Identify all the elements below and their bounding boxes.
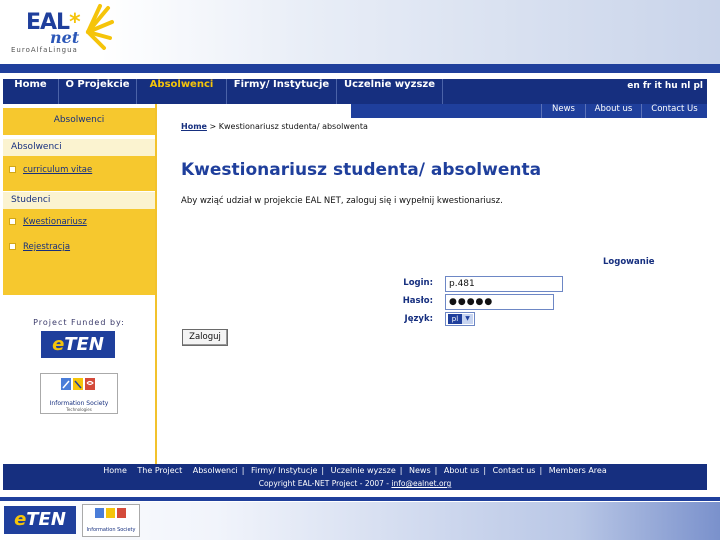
footer-link-the-project[interactable]: The Project: [137, 466, 183, 475]
footer-email-link[interactable]: info@ealnet.org: [391, 479, 452, 488]
ist-caption-small: Technologies: [66, 407, 92, 412]
header-stripe: [0, 64, 720, 73]
subnav-news[interactable]: News: [541, 104, 585, 118]
chevron-down-icon: ▼: [462, 314, 473, 324]
footer-link-absolwenci[interactable]: Absolwenci: [192, 466, 238, 475]
nav-firmy-instytucje[interactable]: Firmy/ Instytucje: [227, 79, 337, 104]
site-footer: [3, 464, 707, 490]
breadcrumb-current: Kwestionariusz studenta/ absolwenta: [218, 122, 368, 131]
ealnet-logo: EAL* net EuroAlfaLingua: [11, 10, 80, 54]
ist-arrows-icon: [59, 377, 99, 395]
footer-link-contact-us[interactable]: Contact us: [492, 466, 536, 475]
footer-link-home[interactable]: Home: [103, 466, 127, 475]
eten-logo: eTEN: [41, 331, 115, 358]
footer-information-society-logo: [82, 504, 140, 537]
star-burst-icon: [82, 2, 114, 50]
language-select-value: pl: [448, 314, 462, 324]
funded-by-label: Project Funded by:: [33, 318, 125, 327]
nav-home[interactable]: Home: [3, 79, 59, 104]
subnav-about-us[interactable]: About us: [585, 104, 641, 118]
bullet-icon: [9, 243, 16, 250]
main-navigation: [3, 79, 707, 104]
language-links[interactable]: en fr it hu nl pl: [627, 81, 703, 91]
sidebar-group-absolwenci: Absolwenci: [3, 139, 155, 156]
sidebar-group-studenci: Studenci: [3, 192, 155, 209]
footer-link-about-us[interactable]: About us: [443, 466, 480, 475]
website-frame: [3, 79, 707, 490]
footer-eten-logo: eTEN: [4, 506, 76, 534]
breadcrumb: [181, 122, 368, 131]
language-label: Język:: [404, 314, 433, 324]
ist-arrows-icon: [94, 507, 128, 521]
footer-link-firmy[interactable]: Firmy/ Instytucje: [251, 466, 318, 475]
nav-o-projekcie[interactable]: O Projekcie: [59, 79, 137, 104]
login-field[interactable]: p.481: [445, 276, 563, 292]
bullet-icon: [9, 218, 16, 225]
nav-absolwenci[interactable]: Absolwenci: [137, 79, 227, 104]
copyright-text: Copyright EAL-NET Project - 2007 - info@ealnet.org: [258, 479, 452, 488]
sidebar-item-curriculum-vitae[interactable]: curriculum vitae: [9, 165, 92, 175]
sidebar-item-kwestionariusz[interactable]: Kwestionariusz: [9, 217, 87, 227]
information-society-logo: [40, 373, 118, 414]
intro-text: Aby wziąć udział w projekcie EAL NET, zaloguj się i wypełnij kwestionariusz.: [181, 196, 503, 206]
login-label: Login:: [403, 278, 433, 288]
password-label: Hasło:: [402, 296, 433, 306]
logo-net-text: net: [50, 28, 80, 47]
bullet-icon: [9, 166, 16, 173]
sidebar: [3, 104, 157, 464]
footer-link-news[interactable]: News: [409, 466, 431, 475]
login-heading: Logowanie: [603, 257, 655, 267]
breadcrumb-home-link[interactable]: Home: [181, 122, 207, 131]
footer-links: Home The Project Absolwenci | Firmy/ Instytucje | Uczelnie wyzsze | News | About us | Contact us | Members Area: [103, 466, 607, 475]
login-button[interactable]: Zaloguj: [182, 329, 228, 346]
slide-footer: [0, 502, 720, 540]
ist-caption: Information Society: [49, 400, 109, 407]
nav-uczelnie-wyzsze[interactable]: Uczelnie wyzsze: [337, 79, 443, 104]
footer-link-uczelnie[interactable]: Uczelnie wyzsze: [330, 466, 396, 475]
subnav-contact-us[interactable]: Contact Us: [641, 104, 707, 118]
footer-ist-caption: Information Society: [86, 527, 136, 533]
footer-link-members-area[interactable]: Members Area: [548, 466, 607, 475]
sidebar-section-title: Absolwenci: [53, 115, 105, 125]
sidebar-item-rejestracja[interactable]: Rejestracja: [9, 242, 70, 252]
page-title: Kwestionariusz studenta/ absolwenta: [181, 160, 542, 180]
bottom-stripe: [0, 497, 720, 501]
language-select[interactable]: [445, 312, 475, 326]
breadcrumb-separator: >: [209, 122, 217, 131]
secondary-navigation: [351, 104, 707, 118]
password-field[interactable]: ●●●●●: [445, 294, 554, 310]
logo-subtitle: EuroAlfaLingua: [11, 46, 78, 54]
